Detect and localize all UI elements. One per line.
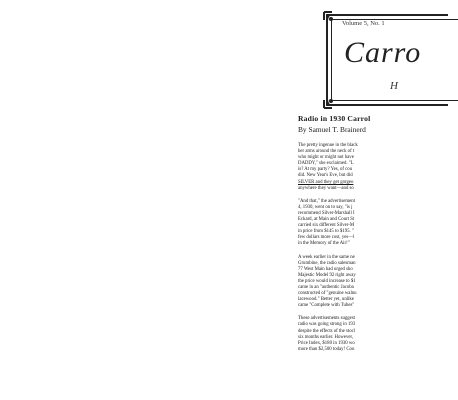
text-line: in the Memory of the Air!": [298, 241, 350, 247]
text-line: Grumbine, the radio salesman: [298, 260, 356, 266]
corner-ornament-icon: [322, 10, 342, 30]
text-line: came "Complete with Tubes": [298, 303, 355, 309]
newsletter-title: Carro: [344, 36, 422, 69]
text-line: A week earlier in the same ne: [298, 254, 355, 260]
article-byline: By Samuel T. Brainerd: [298, 125, 366, 134]
text-line: recommend Silver-Marshall I: [298, 210, 355, 216]
article-paragraph: [298, 255, 438, 310]
text-line: is? At my party? Yes, of cou: [298, 167, 353, 173]
text-line: anywhere they want—and so: [298, 185, 354, 191]
text-line: constructed of "genuine walnu: [298, 291, 357, 297]
text-line: SILVER and they get gorgeo: [298, 179, 354, 185]
text-line: few dollars more cost, yes—l: [298, 235, 355, 241]
article-headline: Radio in 1930 Carrol: [298, 114, 371, 123]
text-line: 77 West Main had urged sho: [298, 266, 353, 272]
article-paragraph: [298, 143, 438, 192]
text-line: Price Index, $180 in 1930 wo: [298, 340, 355, 346]
article-paragraph: [298, 316, 438, 353]
text-line: The pretty ingenue in the black: [298, 143, 358, 148]
text-line: carried six different Silver-M: [298, 223, 355, 229]
text-line: the price would increase to $1: [298, 278, 356, 284]
text-line: 4, 1930, went on to say, "is j: [298, 204, 353, 210]
text-line: lacewood." Better yet, unlike: [298, 297, 354, 303]
text-line: in price from $145 to $195. ": [298, 229, 354, 235]
text-line: who might or might not have: [298, 155, 354, 161]
text-line: did. New Year's Eve, but did: [298, 173, 353, 179]
text-line: Majestic Model 92 right away: [298, 272, 356, 278]
text-line: DADDY," she exclaimed. "L: [298, 161, 354, 167]
text-line: her arms around the neck of t: [298, 149, 355, 155]
text-line: came in an "authentic Jacoba: [298, 284, 354, 290]
text-line: six months earlier. However,: [298, 334, 354, 340]
text-line: despite the effects of the stocl: [298, 328, 356, 334]
newsletter-subtitle: H: [390, 80, 398, 92]
volume-number: Volume 5, No. 1: [342, 20, 385, 27]
article-paragraph: [298, 199, 438, 248]
text-line: "And that," the advertisement: [298, 198, 355, 204]
text-line: These advertisements suggest: [298, 316, 356, 322]
corner-ornament-icon: [322, 90, 342, 110]
text-line: more than $2,500 today! Cou: [298, 346, 355, 352]
text-line: radio was going strong in 193: [298, 322, 356, 328]
text-line: Eckard, at Main and Court St: [298, 217, 355, 223]
article-body: [298, 143, 438, 360]
